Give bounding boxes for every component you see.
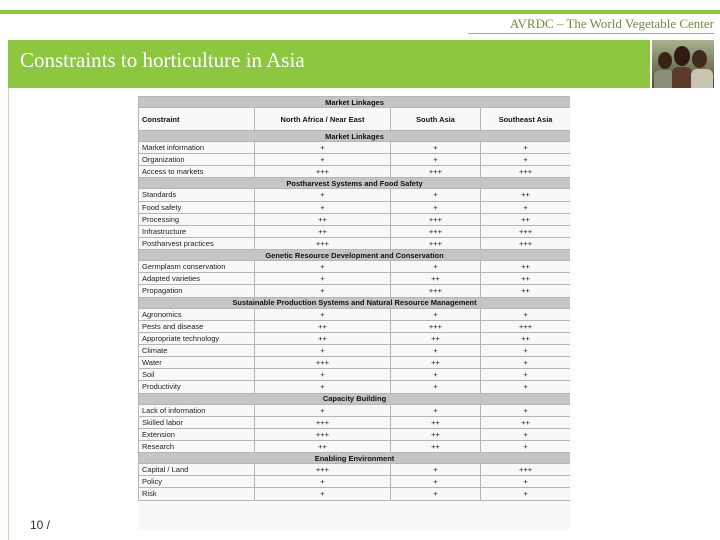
rating-cell: +++ xyxy=(391,320,481,332)
rating-cell: + xyxy=(255,142,391,154)
table-row xyxy=(139,369,571,381)
table-row xyxy=(139,201,571,213)
section-header-row xyxy=(139,131,571,142)
rating-cell: + xyxy=(391,308,481,320)
constraint-cell: Soil xyxy=(139,369,255,381)
rating-cell: ++ xyxy=(255,225,391,237)
constraint-cell: Processing xyxy=(139,213,255,225)
section-title: Sustainable Production Systems and Natural Resource Management xyxy=(139,297,571,308)
column-header: North Africa / Near East xyxy=(255,108,391,131)
rating-cell: ++ xyxy=(391,332,481,344)
rating-cell: + xyxy=(255,381,391,393)
rating-cell: + xyxy=(481,440,571,452)
constraint-cell: Research xyxy=(139,440,255,452)
organization-name: AVRDC – The World Vegetable Center xyxy=(509,16,714,31)
section-header-row xyxy=(139,250,571,261)
constraint-cell: Propagation xyxy=(139,285,255,297)
table-caption-row xyxy=(139,97,571,108)
rating-cell: + xyxy=(481,476,571,488)
constraint-cell: Adapted varieties xyxy=(139,273,255,285)
rating-cell: + xyxy=(391,476,481,488)
rating-cell: + xyxy=(255,369,391,381)
section-header-row xyxy=(139,393,571,404)
rating-cell: ++ xyxy=(391,273,481,285)
rating-cell: +++ xyxy=(255,237,391,249)
section-title: Capacity Building xyxy=(139,393,571,404)
section-title: Enabling Environment xyxy=(139,453,571,464)
rating-cell: ++ xyxy=(255,332,391,344)
constraint-cell: Standards xyxy=(139,189,255,201)
table-row xyxy=(139,154,571,166)
rating-cell: +++ xyxy=(391,166,481,178)
table-row xyxy=(139,357,571,369)
rating-cell: +++ xyxy=(391,237,481,249)
table-row xyxy=(139,285,571,297)
table-header-row xyxy=(139,108,571,131)
constraint-cell: Organization xyxy=(139,154,255,166)
rating-cell: + xyxy=(391,261,481,273)
table-row xyxy=(139,404,571,416)
rating-cell: + xyxy=(255,285,391,297)
table-row xyxy=(139,440,571,452)
table-row xyxy=(139,464,571,476)
constraint-cell: Lack of information xyxy=(139,404,255,416)
rating-cell: +++ xyxy=(391,213,481,225)
header-photo xyxy=(652,40,714,88)
rating-cell: ++ xyxy=(391,357,481,369)
section-header-row xyxy=(139,178,571,189)
constraint-cell: Appropriate technology xyxy=(139,332,255,344)
table-row xyxy=(139,273,571,285)
rating-cell: +++ xyxy=(481,237,571,249)
constraint-cell: Access to markets xyxy=(139,166,255,178)
constraint-cell: Infrastructure xyxy=(139,225,255,237)
constraint-cell: Policy xyxy=(139,476,255,488)
rating-cell: + xyxy=(255,261,391,273)
rating-cell: +++ xyxy=(481,320,571,332)
section-title: Genetic Resource Development and Conservation xyxy=(139,250,571,261)
column-header: South Asia xyxy=(391,108,481,131)
constraint-cell: Capital / Land xyxy=(139,464,255,476)
rating-cell: + xyxy=(255,154,391,166)
rating-cell: + xyxy=(481,344,571,356)
table-row xyxy=(139,488,571,500)
rating-cell: +++ xyxy=(391,285,481,297)
rating-cell: ++ xyxy=(255,213,391,225)
rating-cell: + xyxy=(481,404,571,416)
rating-cell: + xyxy=(391,154,481,166)
rating-cell: + xyxy=(481,369,571,381)
rating-cell: + xyxy=(255,488,391,500)
rating-cell: + xyxy=(255,476,391,488)
constraint-cell: Agronomics xyxy=(139,308,255,320)
table-row xyxy=(139,332,571,344)
rating-cell: ++ xyxy=(481,416,571,428)
table-row xyxy=(139,476,571,488)
rating-cell: ++ xyxy=(481,261,571,273)
rating-cell: +++ xyxy=(255,428,391,440)
rating-cell: ++ xyxy=(481,189,571,201)
table-row xyxy=(139,344,571,356)
table-row xyxy=(139,213,571,225)
rating-cell: + xyxy=(391,201,481,213)
constraints-table xyxy=(138,96,570,501)
header-top-rule xyxy=(0,10,720,14)
rating-cell: ++ xyxy=(255,320,391,332)
rating-cell: +++ xyxy=(481,166,571,178)
rating-cell: + xyxy=(481,357,571,369)
table-row xyxy=(139,189,571,201)
rating-cell: +++ xyxy=(255,416,391,428)
left-margin-rule xyxy=(8,88,9,540)
rating-cell: +++ xyxy=(255,464,391,476)
constraint-cell: Risk xyxy=(139,488,255,500)
column-header: Constraint xyxy=(139,108,255,131)
rating-cell: + xyxy=(255,273,391,285)
rating-cell: + xyxy=(255,201,391,213)
page-number: 10 / xyxy=(30,518,51,532)
rating-cell: +++ xyxy=(391,225,481,237)
rating-cell: + xyxy=(391,142,481,154)
rating-cell: + xyxy=(255,308,391,320)
constraint-cell: Postharvest practices xyxy=(139,237,255,249)
rating-cell: + xyxy=(391,381,481,393)
section-title: Market Linkages xyxy=(139,131,571,142)
title-bar xyxy=(8,40,650,88)
table-row xyxy=(139,142,571,154)
constraint-cell: Market information xyxy=(139,142,255,154)
table-row xyxy=(139,225,571,237)
rating-cell: + xyxy=(391,369,481,381)
rating-cell: +++ xyxy=(255,357,391,369)
table-row xyxy=(139,416,571,428)
rating-cell: + xyxy=(481,308,571,320)
rating-cell: ++ xyxy=(255,440,391,452)
table-row xyxy=(139,166,571,178)
rating-cell: + xyxy=(481,154,571,166)
constraint-cell: Skilled labor xyxy=(139,416,255,428)
constraint-cell: Climate xyxy=(139,344,255,356)
rating-cell: + xyxy=(391,189,481,201)
table-row xyxy=(139,381,571,393)
rating-cell: + xyxy=(481,201,571,213)
rating-cell: + xyxy=(391,344,481,356)
rating-cell: ++ xyxy=(391,440,481,452)
rating-cell: + xyxy=(255,404,391,416)
table-row xyxy=(139,320,571,332)
section-header-row xyxy=(139,297,571,308)
table-caption: Market Linkages xyxy=(139,97,571,108)
table-row xyxy=(139,428,571,440)
rating-cell: +++ xyxy=(255,166,391,178)
rating-cell: ++ xyxy=(391,416,481,428)
constraint-cell: Extension xyxy=(139,428,255,440)
rating-cell: + xyxy=(481,428,571,440)
rating-cell: + xyxy=(391,404,481,416)
table-row xyxy=(139,237,571,249)
table-row xyxy=(139,261,571,273)
constraint-cell: Productivity xyxy=(139,381,255,393)
rating-cell: ++ xyxy=(481,332,571,344)
constraint-cell: Pests and disease xyxy=(139,320,255,332)
column-header: Southeast Asia xyxy=(481,108,571,131)
section-header-row xyxy=(139,453,571,464)
slide-title: Constraints to horticulture in Asia xyxy=(20,48,305,72)
constraints-table-image xyxy=(138,96,570,530)
constraint-cell: Food safety xyxy=(139,201,255,213)
rating-cell: ++ xyxy=(481,273,571,285)
rating-cell: + xyxy=(255,189,391,201)
table-row xyxy=(139,308,571,320)
rating-cell: + xyxy=(481,488,571,500)
rating-cell: +++ xyxy=(481,464,571,476)
rating-cell: + xyxy=(481,142,571,154)
rating-cell: ++ xyxy=(481,213,571,225)
rating-cell: ++ xyxy=(391,428,481,440)
rating-cell: + xyxy=(481,381,571,393)
organization-underline xyxy=(468,33,714,34)
rating-cell: + xyxy=(391,488,481,500)
rating-cell: + xyxy=(391,464,481,476)
section-title: Postharvest Systems and Food Safety xyxy=(139,178,571,189)
rating-cell: +++ xyxy=(481,225,571,237)
rating-cell: ++ xyxy=(481,285,571,297)
constraint-cell: Water xyxy=(139,357,255,369)
rating-cell: + xyxy=(255,344,391,356)
constraint-cell: Germplasm conservation xyxy=(139,261,255,273)
